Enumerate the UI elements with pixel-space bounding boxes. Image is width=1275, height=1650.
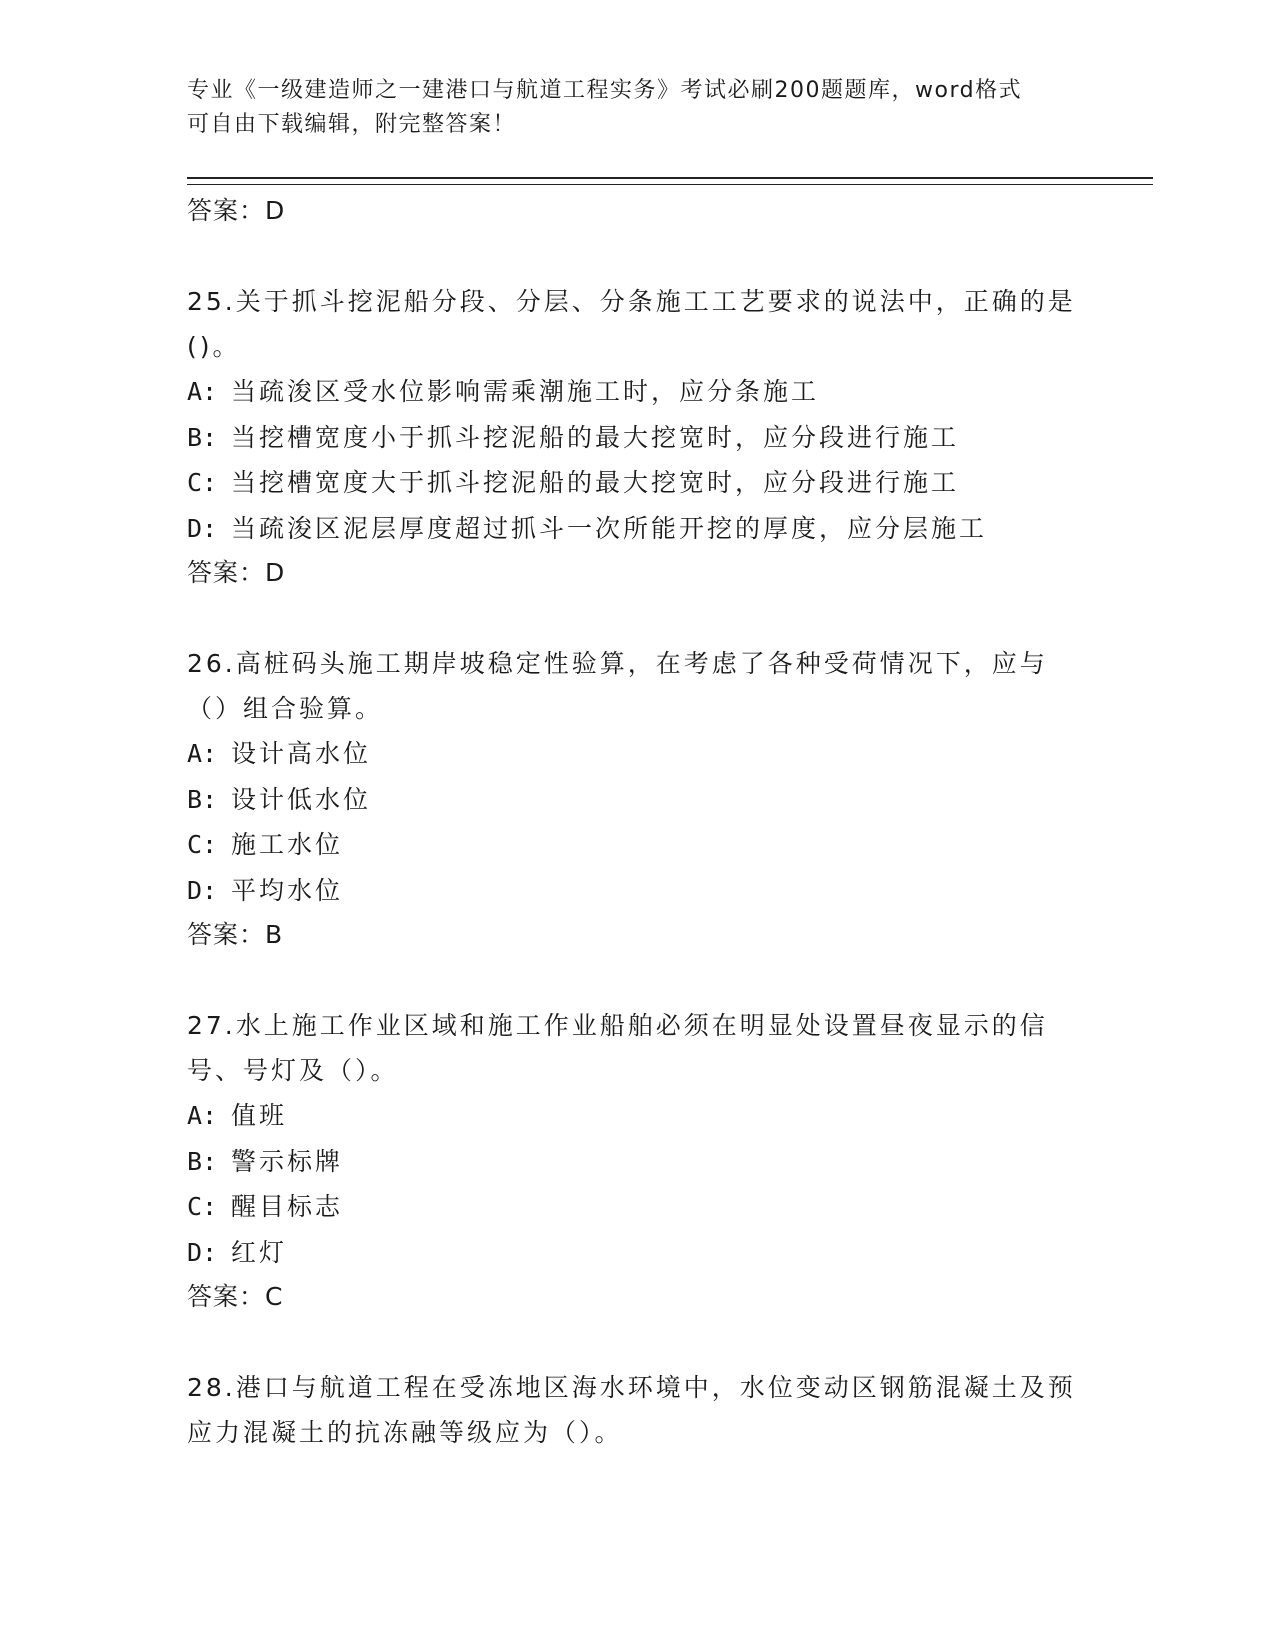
option-c [187,460,1087,506]
option-text: 红灯 [231,1237,288,1267]
option-text: 值班 [231,1101,288,1130]
option-letter: A: [187,1101,218,1130]
option-c [187,1184,1087,1230]
header-divider [187,177,1153,185]
option-b [187,415,1087,461]
option-text: 当疏浚区受水位影响需乘潮施工时，应分条施工 [231,377,820,406]
question-stem: 25.关于抓斗挖泥船分段、分层、分条施工工艺要求的说法中，正确的是()。 [187,287,1076,361]
option-text: 平均水位 [231,875,344,905]
question-stem: 26.高桩码头施工期岸坡稳定性验算，在考虑了各种受荷情况下，应与（）组合验算。 [187,649,1048,723]
answer-line: 答案：D [187,196,286,225]
question-27 [187,1003,1087,1319]
question-26 [187,641,1087,957]
question-stem: 28.港口与航道工程在受冻地区海水环境中，水位变动区钢筋混凝土及预应力混凝土的抗冻融等级应为（）。 [187,1373,1076,1447]
answer-line: 答案：D [187,558,286,587]
option-a [187,731,1087,777]
option-text: 设计低水位 [231,784,372,814]
option-letter: C: [187,468,218,497]
option-text: 当挖槽宽度小于抓斗挖泥船的最大挖宽时，应分段进行施工 [231,422,960,452]
document-body [187,189,1087,1455]
option-b [187,777,1087,823]
option-letter: D: [187,875,218,905]
header-line-2: 可自由下载编辑，附完整答案！ [187,112,517,137]
question-25 [187,279,1087,595]
answer-line: 答案：C [187,1282,284,1311]
option-letter: A: [187,377,218,406]
question-28 [187,1365,1087,1455]
option-letter: A: [187,739,218,768]
option-b [187,1139,1087,1185]
option-letter: D: [187,513,218,543]
question-stem: 27.水上施工作业区域和施工作业船舶必须在明显处设置昼夜显示的信号、号灯及（）。 [187,1011,1048,1085]
option-letter: B: [187,1146,218,1176]
option-text: 醒目标志 [231,1192,344,1221]
option-text: 施工水位 [231,830,344,859]
option-letter: B: [187,422,218,452]
option-text: 当疏浚区泥层厚度超过抓斗一次所能开挖的厚度，应分层施工 [231,513,988,543]
option-c [187,822,1087,868]
option-d [187,868,1087,914]
option-d [187,506,1087,552]
option-text: 当挖槽宽度大于抓斗挖泥船的最大挖宽时，应分段进行施工 [231,468,960,497]
option-a [187,369,1087,415]
option-text: 设计高水位 [231,739,372,768]
option-letter: C: [187,830,218,859]
header-line-1: 专业《一级建造师之一建港口与航道工程实务》考试必刷200题题库，word格式 [187,78,1023,103]
answer-line: 答案：B [187,920,284,949]
option-text: 警示标牌 [231,1146,344,1176]
option-letter: D: [187,1237,218,1267]
option-d [187,1230,1087,1276]
option-letter: C: [187,1192,218,1221]
option-a [187,1093,1087,1139]
option-letter: B: [187,784,218,814]
page-header [187,74,1087,142]
